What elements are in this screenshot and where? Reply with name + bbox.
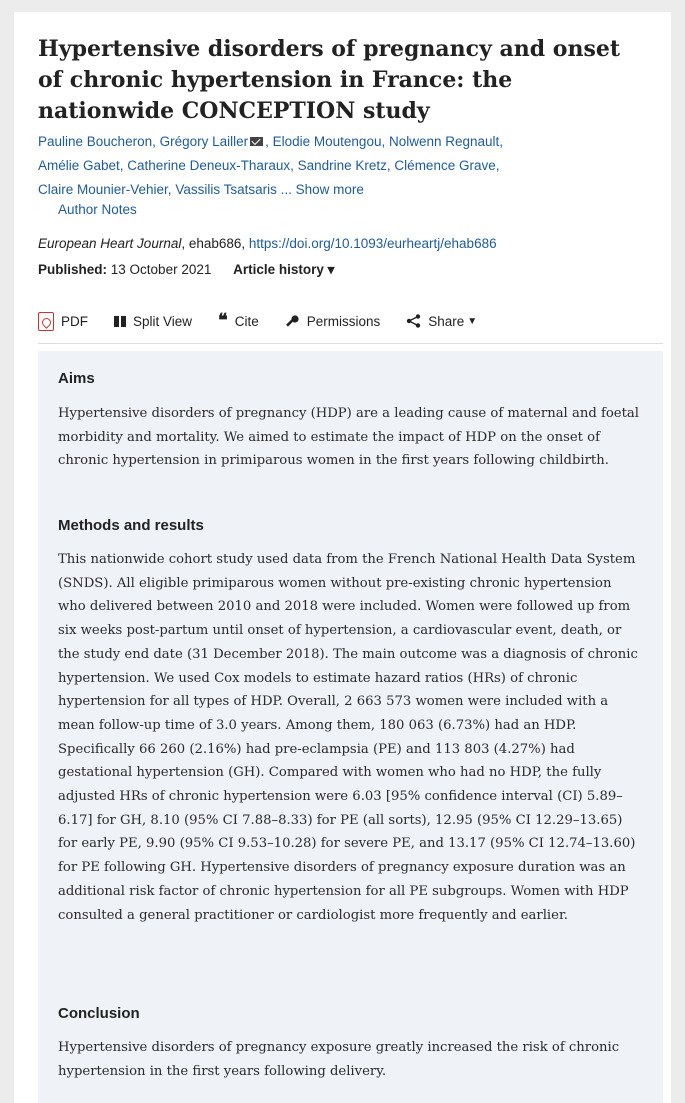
methods-heading: Methods and results (58, 517, 204, 534)
share-icon (406, 314, 421, 328)
conclusion-text: Hypertensive disorders of pregnancy exposure greatly increased the risk of chronic hypertension in the first years following delivery. (58, 1040, 620, 1079)
aims-heading: Aims (58, 370, 95, 387)
methods-text: This nationwide cohort study used data from the French National Health Data System (SNDS). All eligible primiparous women without pre-existing chronic hypertension who delivered between 2010 and 2018 were included. Women were followed up from six weeks post-partum until onset of hypertension, a cardiovascular event, death, or the study end date (31 December 2018). The main outcome was a diagnosis of chronic hypertension. We used Cox models to estimate hazard ratios (HRs) of chronic hypertension for all types of HDP. Overall, 2 663 573 women were included with a mean follow-up time of 3.0 years. Among them, 180 063 (6.73%) had an HDP. Specifically 66 260 (2.16%) had pre-eclampsia (PE) and 113 803 (4.27%) had gestational hypertension (GH). Compared with women who had no HDP, the fully adjusted HRs of chronic hypertension were 6.03 [95% confidence interval (CI) 5.89–6.17] for GH, 8.10 (95% CI 7.88–8.33) for PE (all sorts), 12.95 (95% CI 12.29–13.65) for early PE, 9.90 (95% CI 9.53–10.28) for severe PE, and 13.17 (95% CI 12.74–13.60) for PE following GH. Hypertensive disorders of pregnancy exposure duration was an additional risk factor of chronic hypertension for all PE subgroups. Women with HDP consulted a general practitioner or cardiologist more frequently and earlier. (58, 552, 638, 923)
journal-citation (38, 236, 497, 251)
author-notes-link[interactable]: Author Notes (58, 202, 137, 217)
doi-link[interactable]: https://doi.org/10.1093/eurheartj/ehab686 (248, 236, 497, 251)
author-links-1b[interactable]: , Elodie Moutengou, Nolwenn Regnault, (265, 134, 504, 149)
article-toolbar (38, 306, 663, 336)
article-title: Hypertensive disorders of pregnancy and onset of chronic hypertension in France: the nationwide CONCEPTION study (38, 36, 621, 124)
key-icon (285, 314, 300, 329)
show-more-link[interactable]: Show more (295, 182, 364, 197)
cite-label: Cite (234, 313, 259, 329)
permissions-button[interactable] (285, 314, 381, 329)
author-links-1a[interactable]: Pauline Boucheron, Grégory Lailler (38, 134, 249, 149)
article-history-toggle[interactable]: Article history ▾ (233, 262, 335, 277)
author-links-2[interactable]: Amélie Gabet, Catherine Deneux-Tharaux, Sandrine Kretz, Clémence Grave, (38, 158, 500, 173)
split-view-label: Split View (133, 313, 193, 329)
pdf-label: PDF (61, 313, 88, 329)
caret-down-icon: ▼ (467, 315, 478, 327)
conclusion-heading: Conclusion (58, 1005, 140, 1022)
envelope-icon[interactable] (250, 137, 263, 146)
publication-info (38, 262, 334, 278)
published-label: Published: (38, 262, 108, 277)
abstract-panel (38, 351, 663, 1103)
journal-id: , ehab686, (181, 236, 249, 251)
permissions-label: Permissions (306, 313, 381, 329)
author-list (38, 130, 628, 202)
journal-name: European Heart Journal (38, 236, 182, 251)
author-links-3[interactable]: Claire Mounier-Vehier, Vassilis Tsatsaris ... (38, 182, 292, 197)
pdf-button[interactable] (38, 312, 88, 331)
split-view-button[interactable] (114, 314, 192, 329)
cite-button[interactable] (218, 310, 259, 331)
quote-icon: ❝ (218, 310, 228, 331)
share-button[interactable] (406, 314, 477, 329)
toolbar-divider (38, 343, 663, 344)
article-page (14, 12, 671, 1103)
share-label: Share (428, 313, 465, 329)
aims-text: Hypertensive disorders of pregnancy (HDP) are a leading cause of maternal and foetal morbidity and mortality. We aimed to estimate the impact of HDP on the onset of chronic hypertension in primiparous women in the first years following childbirth. (58, 406, 639, 469)
split-view-icon (114, 316, 126, 327)
published-date: 13 October 2021 (110, 262, 212, 277)
pdf-icon (38, 312, 54, 331)
